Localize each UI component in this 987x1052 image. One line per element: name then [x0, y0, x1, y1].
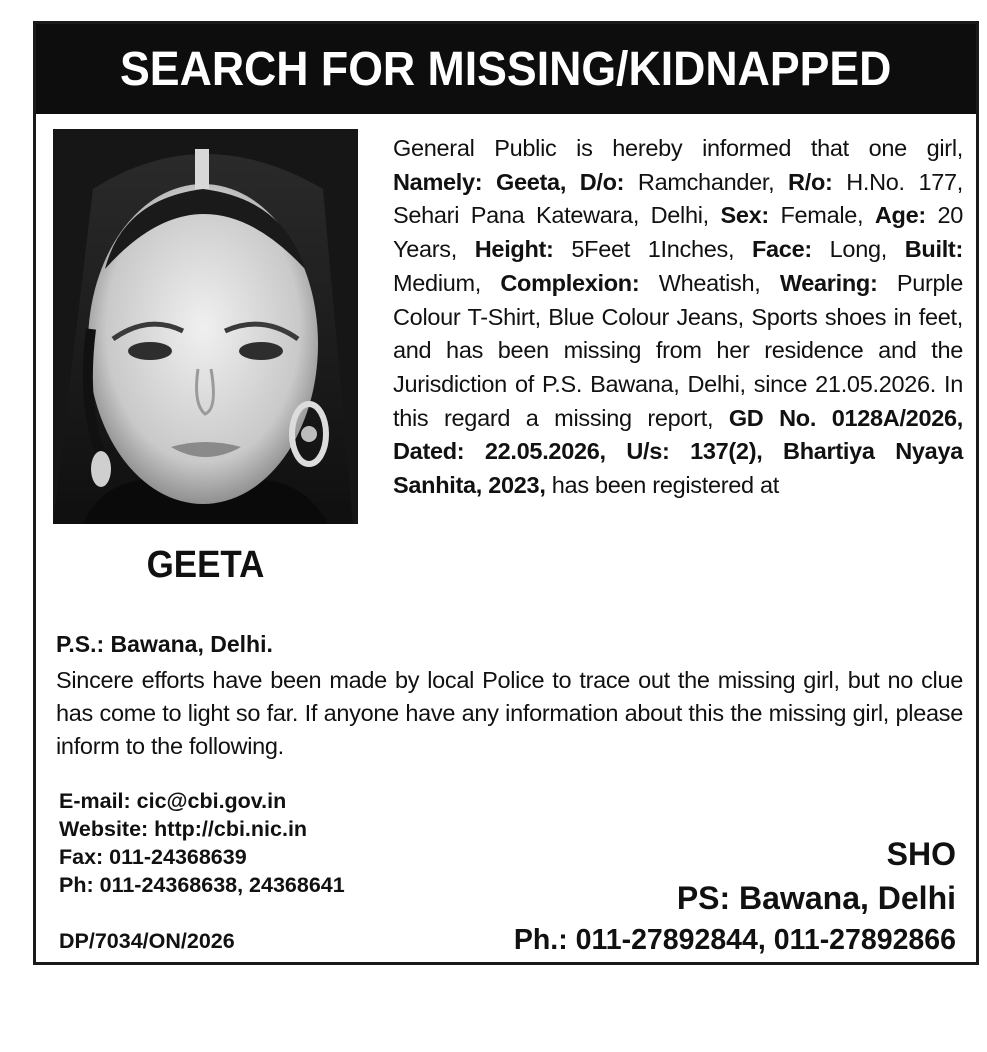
body-field-label: Age:: [874, 202, 926, 229]
body-text-segment: H.No. 177, Sehari Pana Katewara, Delhi,: [393, 168, 963, 229]
body-text-segment: has been registered at: [545, 472, 780, 499]
headline: SEARCH FOR MISSING/KIDNAPPED: [120, 42, 892, 96]
body-text-segment: Ramchander,: [624, 168, 789, 195]
body-field-label: Built:: [904, 236, 963, 263]
headline-banner: [36, 24, 976, 114]
body-field-label: Namely: Geeta, D/o:: [393, 168, 625, 195]
missing-person-notice: [33, 21, 979, 965]
body-field-label: Sex:: [720, 202, 769, 229]
missing-person-photo: [53, 129, 358, 524]
body-text-segment: Medium,: [393, 269, 501, 296]
body-field-label: R/o:: [788, 168, 833, 195]
body-text-segment: Wheatish,: [639, 269, 780, 296]
body-text-segment: 5Feet 1Inches,: [553, 236, 752, 263]
contact-block: [59, 787, 345, 899]
body-field-label: Face:: [751, 236, 812, 263]
photo-caption: GEETA: [146, 544, 265, 586]
officer-station: PS: Bawana, Delhi: [676, 880, 956, 916]
body-text-segment: Long,: [811, 236, 905, 263]
body-field-label: GD No. 0128A/2026, Dated: 22.05.2026, U/s: 137(2), Bhartiya Nyaya Sanhita, 2023,: [393, 404, 963, 499]
body-text-segment: General Public is hereby informed that one girl,: [393, 135, 963, 161]
website-line[interactable]: Website: http://cbi.nic.in: [59, 817, 308, 841]
body-text-segment: Female,: [768, 202, 875, 229]
dp-code: DP/7034/ON/2026: [59, 929, 235, 953]
body-field-label: Complexion:: [500, 269, 640, 296]
phone-line: Ph: 011-24368638, 24368641: [59, 873, 345, 897]
officer-phone: Ph.: 011-27892844, 011-27892866: [513, 924, 956, 956]
body-text-segment: Purple Colour T-Shirt, Blue Colour Jeans, Sports shoes in feet, and has been missing from her residence and the Jurisdiction of P.S. Bawana, Delhi, since 21.05.2026. In this regard a missing report,: [393, 269, 963, 431]
email-line[interactable]: E-mail: cic@cbi.gov.in: [59, 789, 287, 813]
fax-line: Fax: 011-24368639: [59, 845, 247, 869]
portrait-image: [53, 129, 358, 524]
body-text-segment: 20 Years,: [393, 202, 963, 263]
notice-body-text: [393, 132, 963, 503]
appeal-paragraph: Sincere efforts have been made by local Police to trace out the missing girl, but no clue has come to light so far. If anyone have any information about this the missing girl, please inform to the following.: [56, 667, 963, 759]
officer-title: SHO: [886, 836, 956, 872]
body-field-label: Height:: [474, 236, 554, 263]
police-station-line: P.S.: Bawana, Delhi.: [56, 631, 273, 657]
officer-block: [514, 832, 956, 960]
body-field-label: Wearing:: [779, 269, 878, 296]
